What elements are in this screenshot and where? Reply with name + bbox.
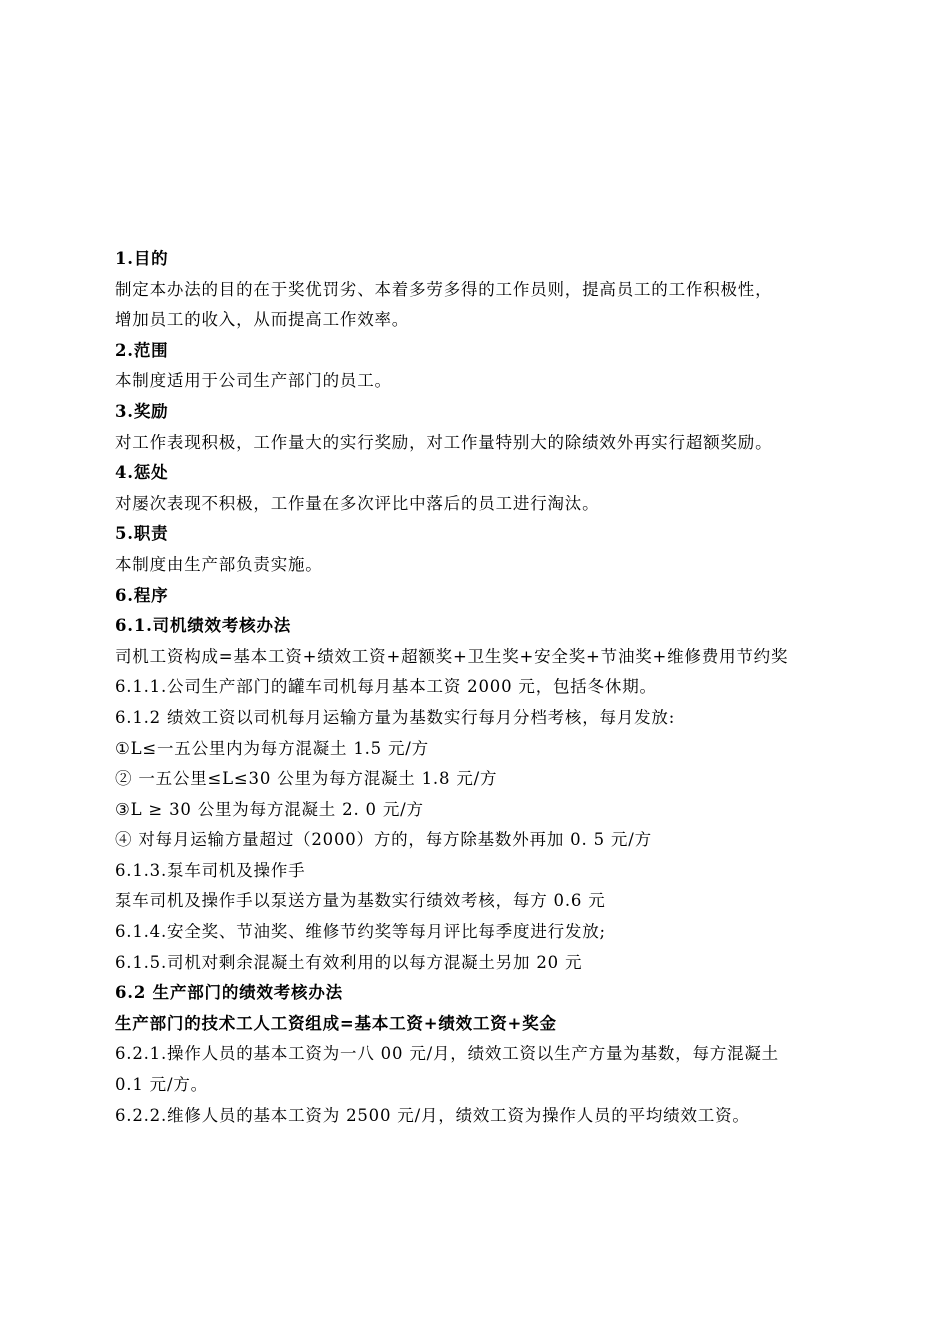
paragraph-line: 对工作表现积极，工作量大的实行奖励，对工作量特别大的除绩效外再实行超额奖励。 [115,432,773,452]
list-item: ④ 对每月运输方量超过（2000）方的，每方除基数外再加 0. 5 元/方 [115,830,652,850]
paragraph-line: 0.1 元/方。 [115,1075,208,1095]
list-item: ①L≤一五公里内为每方混凝土 1.5 元/方 [115,738,429,758]
paragraph-line: 本制度适用于公司生产部门的员工。 [115,371,392,391]
heading-procedure: 6.程序 [115,585,169,605]
paragraph-line: 本制度由生产部负责实施。 [115,554,323,574]
paragraph-line: 6.1.3.泵车司机及操作手 [115,860,306,880]
paragraph-line: 6.1.4.安全奖、节油奖、维修节约奖等每月评比每季度进行发放; [115,922,606,942]
heading-reward: 3.奖励 [115,401,169,421]
paragraph-line: 对屡次表现不积极，工作量在多次评比中落后的员工进行淘汰。 [115,493,600,513]
paragraph-line: 6.2.1.操作人员的基本工资为一八 00 元/月，绩效工资以生产方量为基数，每方混凝土 [115,1044,779,1064]
heading-scope: 2.范围 [115,340,169,360]
heading-penalty: 4.惩处 [115,463,169,483]
paragraph-line: 6.2.2.维修人员的基本工资为 2500 元/月，绩效工资为操作人员的平均绩效工资。 [115,1105,750,1125]
heading-responsibility: 5.职责 [115,524,169,544]
subheading-production-assessment: 6.2 生产部门的绩效考核办法 [115,983,343,1003]
subheading-wage-composition: 生产部门的技术工人工资组成=基本工资+绩效工资+奖金 [115,1013,557,1033]
heading-purpose: 1.目的 [115,249,169,268]
list-item: ③L ≥ 30 公里为每方混凝土 2. 0 元/方 [115,799,424,819]
paragraph-line: 6.1.1.公司生产部门的罐车司机每月基本工资 2000 元，包括冬休期。 [115,677,657,697]
list-item: ② 一五公里≤L≤30 公里为每方混凝土 1.8 元/方 [115,769,498,789]
paragraph-line: 增加员工的收入，从而提高工作效率。 [115,310,410,330]
paragraph-line: 6.1.5.司机对剩余混凝土有效利用的以每方混凝土另加 20 元 [115,952,583,972]
paragraph-line: 6.1.2 绩效工资以司机每月运输方量为基数实行每月分档考核，每月发放: [115,707,676,727]
paragraph-line: 制定本办法的目的在于奖优罚劣、本着多劳多得的工作员则，提高员工的工作积极性， [115,279,773,299]
subheading-driver-assessment: 6.1.司机绩效考核办法 [115,616,292,636]
document-body [115,244,850,1131]
paragraph-line: 司机工资构成=基本工资+绩效工资+超额奖+卫生奖+安全奖+节油奖+维修费用节约奖 [115,646,789,666]
paragraph-line: 泵车司机及操作手以泵送方量为基数实行绩效考核，每方 0.6 元 [115,891,606,911]
